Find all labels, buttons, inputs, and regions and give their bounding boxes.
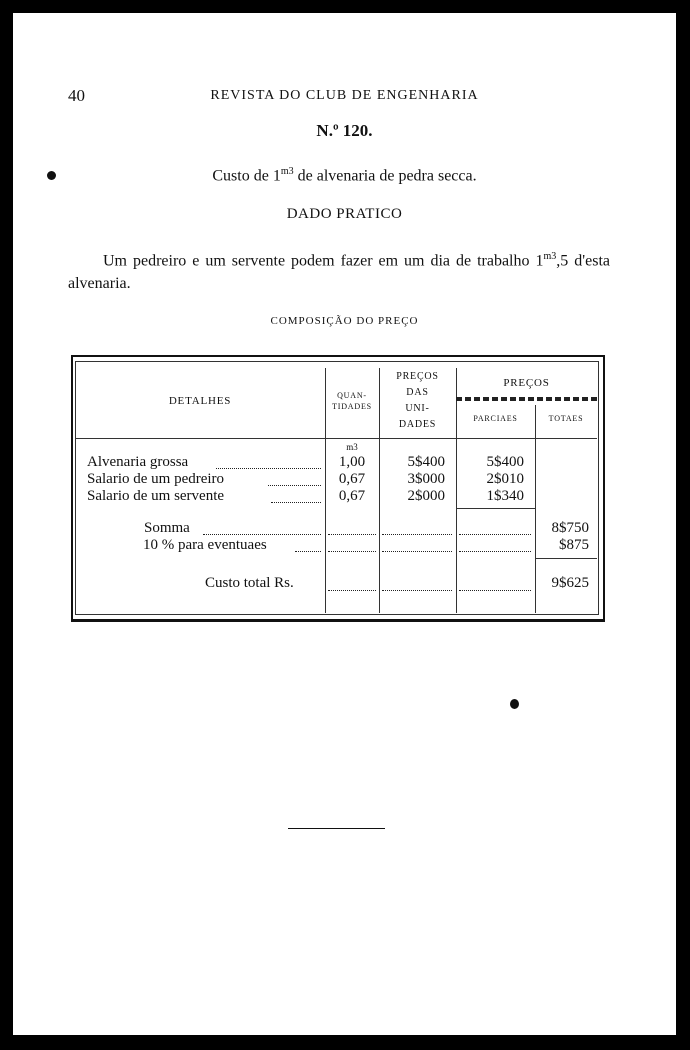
row-3-preco-unidade: 2$000 bbox=[407, 488, 445, 504]
custo-leader-3 bbox=[459, 590, 531, 591]
custo-leader-2 bbox=[382, 590, 452, 591]
custo-total-value: 9$625 bbox=[551, 575, 589, 591]
row-1-leader bbox=[216, 468, 321, 469]
header-totaes: TOTAES bbox=[548, 414, 584, 423]
section-heading: DADO PRATICO bbox=[286, 206, 403, 222]
body-paragraph bbox=[68, 245, 610, 295]
header-detalhes: DETALHES bbox=[168, 395, 232, 407]
ink-blot bbox=[47, 171, 56, 180]
subject-prefix: Custo de 1 bbox=[212, 167, 281, 185]
somma-total: 8$750 bbox=[551, 520, 589, 536]
somma-leader-2 bbox=[328, 534, 376, 535]
header-rule bbox=[75, 438, 597, 439]
subject-suffix: de alvenaria de pedra secca. bbox=[293, 167, 477, 185]
totaes-sum-rule bbox=[535, 558, 597, 559]
precos-wavy-rule bbox=[456, 397, 597, 401]
header-pu-line-1: PREÇOS bbox=[396, 371, 439, 382]
header-quantidades-1: QUAN- bbox=[337, 391, 367, 400]
header-precos: PREÇOS bbox=[503, 377, 550, 389]
row-1-parcial: 5$400 bbox=[486, 454, 524, 470]
custo-leader-1 bbox=[328, 590, 376, 591]
entry-number: N.º 120. bbox=[316, 121, 373, 140]
row-2-detalhe: Salario de um pedreiro bbox=[87, 471, 225, 487]
row-2-leader bbox=[268, 485, 321, 486]
row-2-preco-unidade: 3$000 bbox=[407, 471, 445, 487]
page bbox=[13, 13, 676, 1035]
somma-leader-4 bbox=[459, 534, 531, 535]
row-1-quantidade: 1,00 bbox=[338, 454, 366, 470]
subject-superscript: m3 bbox=[280, 166, 294, 177]
header-pu-line-2: DAS bbox=[406, 387, 429, 398]
ink-blot bbox=[510, 699, 519, 709]
header-pu-line-4: DADES bbox=[398, 419, 437, 430]
header-parciaes: PARCIAES bbox=[473, 414, 518, 423]
eventuaes-leader-4 bbox=[459, 551, 531, 552]
page-number: 40 bbox=[68, 86, 85, 105]
eventuaes-leader-2 bbox=[328, 551, 376, 552]
row-2-parcial: 2$010 bbox=[486, 471, 524, 487]
row-3-detalhe: Salario de um servente bbox=[87, 488, 225, 504]
eventuaes-leader-1 bbox=[295, 551, 321, 552]
header-quantidades-2: TIDADES bbox=[332, 402, 372, 411]
subject-line bbox=[13, 166, 676, 185]
eventuaes-label: 10 % para eventuaes bbox=[143, 537, 267, 553]
paragraph-superscript: m3 bbox=[543, 251, 557, 262]
row-3-leader bbox=[271, 502, 321, 503]
row-3-parcial: 1$340 bbox=[486, 488, 524, 504]
somma-leader-1 bbox=[203, 534, 321, 535]
row-1-detalhe: Alvenaria grossa bbox=[87, 454, 189, 470]
eventuaes-total: $875 bbox=[559, 537, 589, 553]
running-title: REVISTA DO CLUB DE ENGENHARIA bbox=[210, 88, 479, 103]
header-pu-line-3: UNI- bbox=[405, 403, 430, 414]
parciaes-sum-rule bbox=[456, 508, 535, 509]
paragraph-text-b: ,5 d'esta alvenaria. bbox=[68, 252, 610, 293]
somma-label: Somma bbox=[144, 520, 190, 536]
table-caption: COMPOSIÇÃO DO PREÇO bbox=[270, 315, 419, 327]
custo-total-label: Custo total Rs. bbox=[205, 575, 294, 591]
unit-label: m3 bbox=[346, 442, 358, 452]
eventuaes-leader-3 bbox=[382, 551, 452, 552]
header-precos-unidades bbox=[379, 369, 456, 433]
paragraph-text-a: Um pedreiro e um servente podem fazer em um dia de trabalho 1 bbox=[103, 252, 544, 270]
row-3-quantidade: 0,67 bbox=[338, 488, 366, 504]
row-1-preco-unidade: 5$400 bbox=[407, 454, 445, 470]
row-2-quantidade: 0,67 bbox=[338, 471, 366, 487]
somma-leader-3 bbox=[382, 534, 452, 535]
closing-rule bbox=[288, 828, 385, 829]
